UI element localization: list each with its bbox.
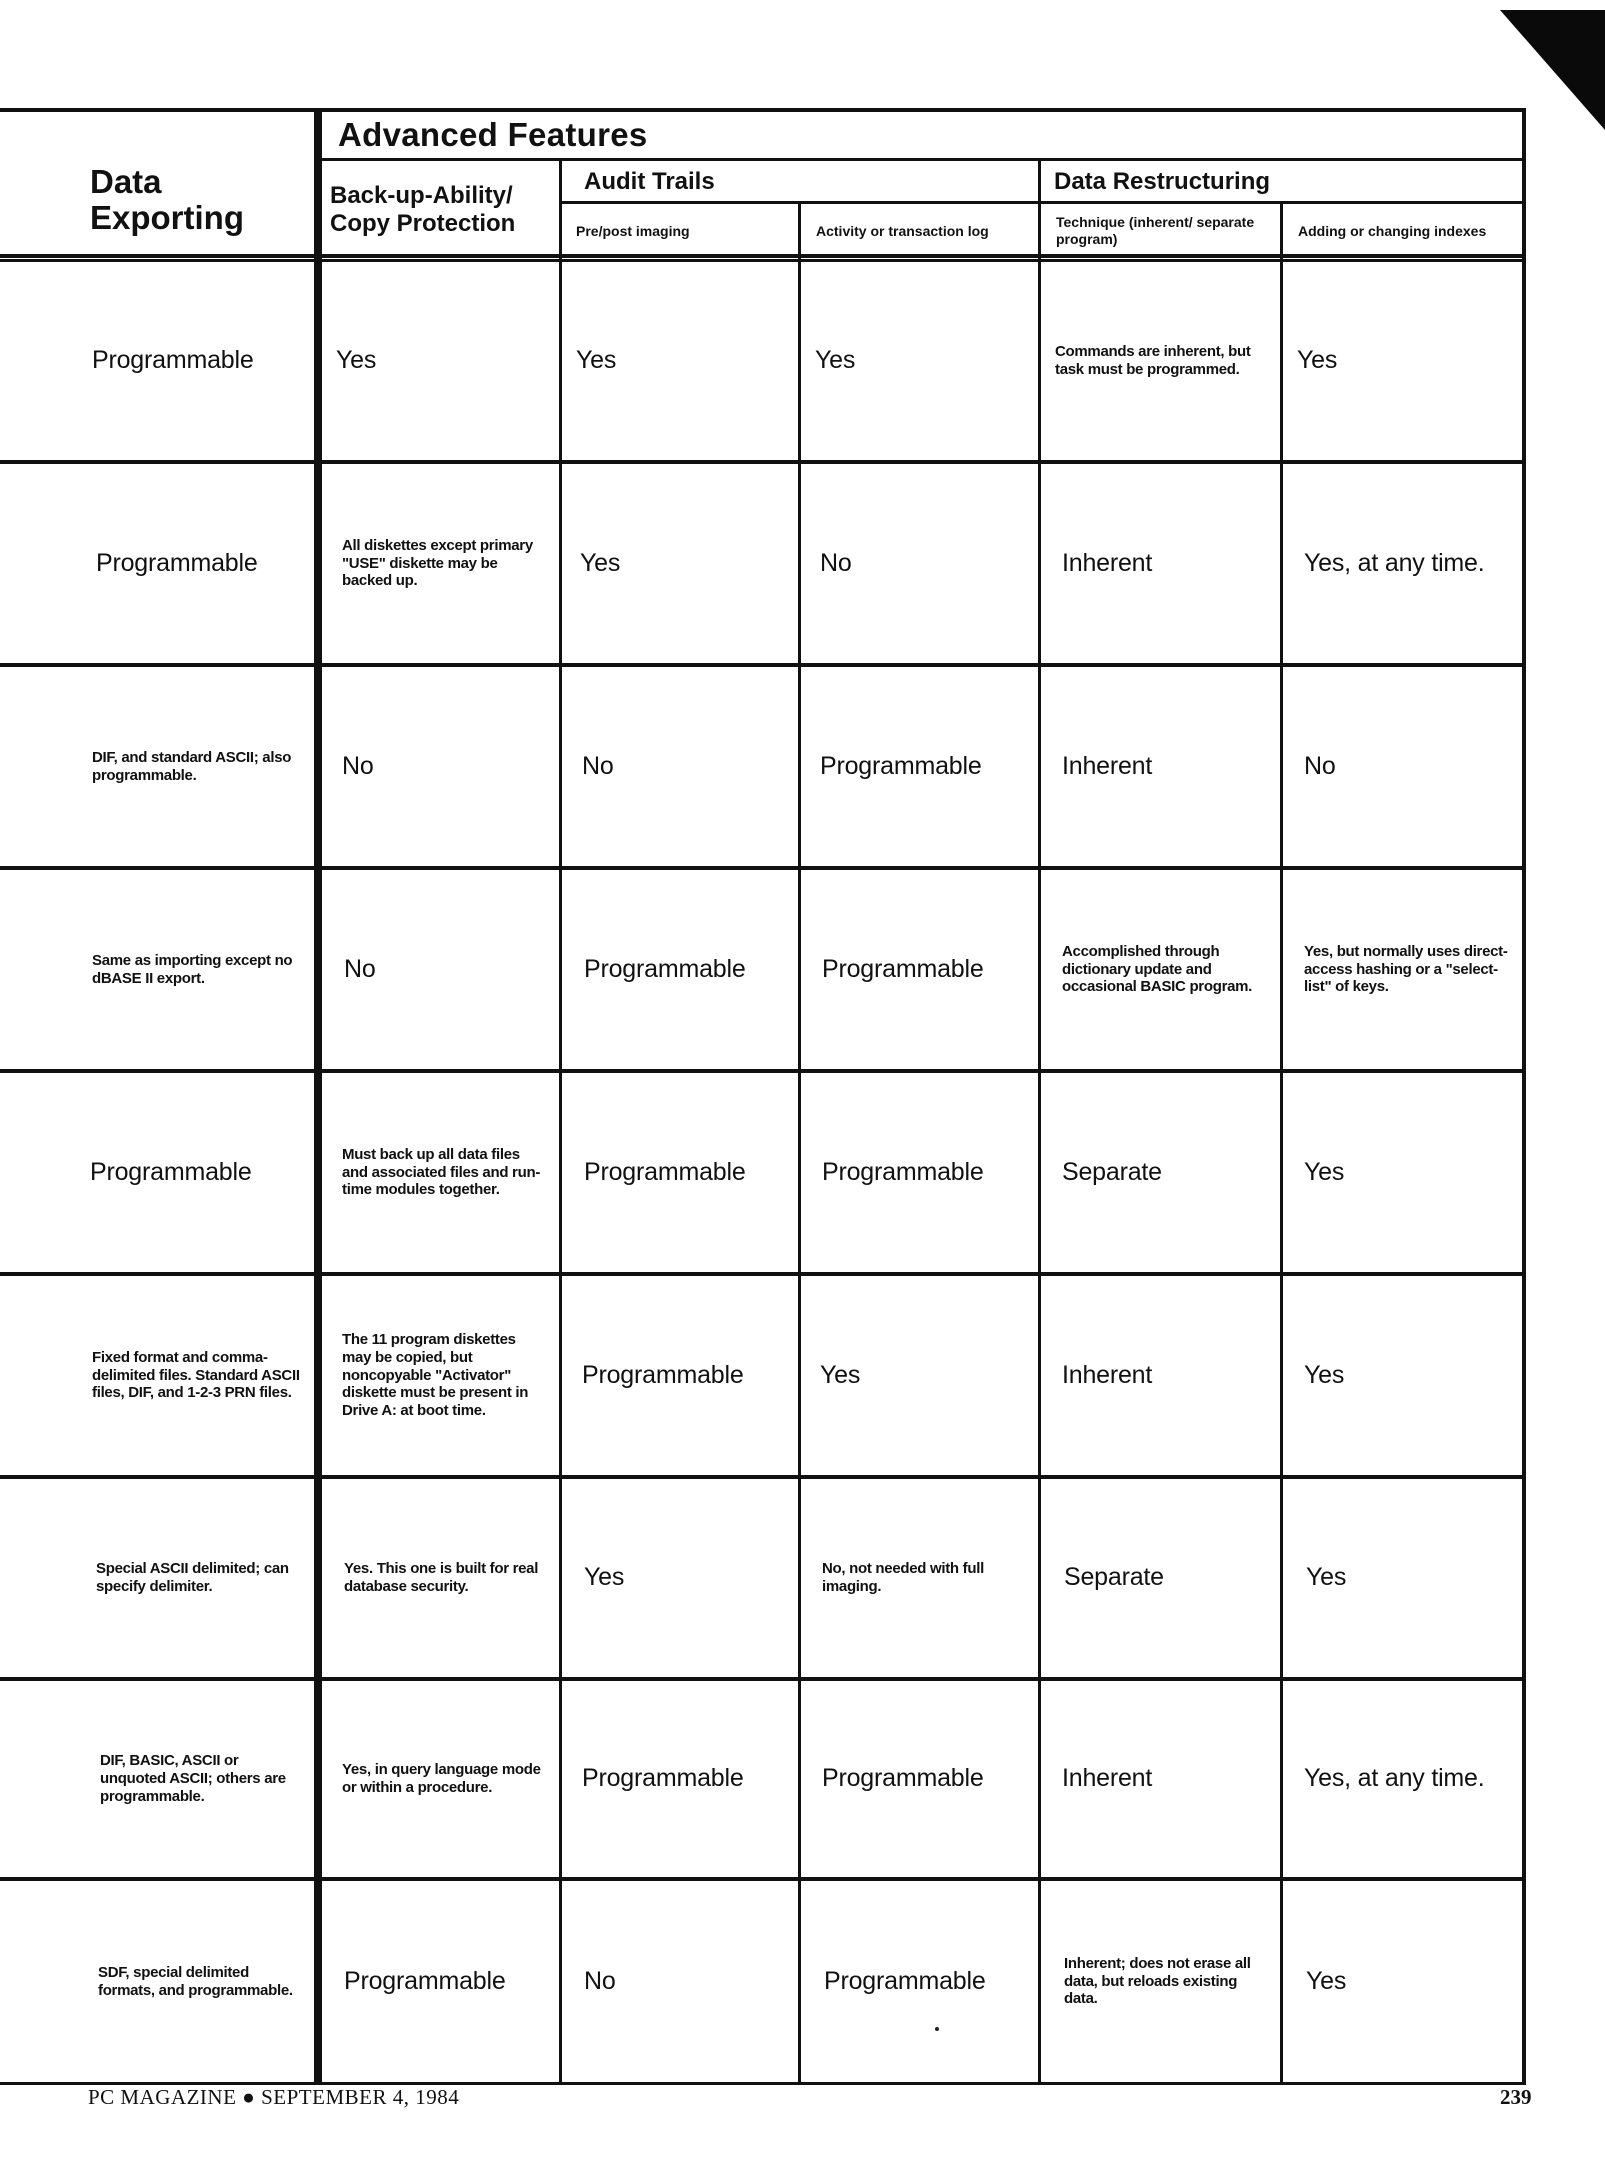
cell-indexes: Yes, but normally uses direct-access hashing or a "select-list" of keys. [1304, 942, 1508, 996]
cell-indexes: Yes [1304, 1157, 1345, 1186]
cell-log: Yes [820, 1360, 861, 1389]
cell-technique: Inherent [1062, 548, 1153, 577]
cell-indexes: Yes [1297, 346, 1338, 375]
header-backup: Back-up-Ability/ Copy Protection [330, 182, 516, 237]
cell-log: Programmable [820, 751, 982, 780]
grid-line [1280, 202, 1283, 2084]
cell-log: Programmable [824, 1966, 986, 1995]
cell-backup: All diskettes except primary "USE" diskette may be backed up. [342, 536, 533, 590]
cell-backup: Must back up all data files and associated files and run-time modules together. [342, 1145, 541, 1199]
header-pre-post-imaging: Pre/post imaging [576, 222, 690, 239]
cell-log: Programmable [822, 954, 984, 983]
cell-imaging: No [582, 751, 614, 780]
cell-backup: No [344, 954, 376, 983]
grid-line [1522, 108, 1526, 2084]
cell-technique: Inherent [1062, 1764, 1153, 1793]
cell-export: DIF, and standard ASCII; also programmable. [92, 748, 292, 784]
cell-backup: Yes, in query language mode or within a procedure. [342, 1761, 541, 1796]
cell-imaging: Programmable [582, 1360, 744, 1389]
cell-indexes: Yes, at any time. [1304, 1764, 1485, 1793]
cell-backup: The 11 program diskettes may be copied, but noncopyable "Activator" diskette must be present in Drive A: at boot time. [342, 1331, 529, 1420]
cell-imaging: No [584, 1966, 616, 1995]
cell-export: Programmable [96, 548, 258, 577]
cell-backup: Programmable [344, 1966, 506, 1995]
cell-technique: Inherent [1062, 1360, 1153, 1389]
cell-export: SDF, special delimited formats, and programmable. [98, 1963, 293, 1999]
footer-publication: PC MAGAZINE ● SEPTEMBER 4, 1984 [88, 2085, 460, 2109]
header-data-exporting: Data Exporting [90, 162, 244, 236]
cell-imaging: Programmable [584, 954, 746, 983]
cell-export: Programmable [92, 346, 254, 375]
grid-line [322, 158, 1526, 161]
header-activity-log: Activity or transaction log [816, 222, 989, 239]
cell-export: Same as importing except no dBASE II export. [92, 951, 293, 987]
cell-technique: Commands are inherent, but task must be programmed. [1055, 343, 1251, 378]
cell-export: Fixed format and comma-delimited files. Standard ASCII files, DIF, and 1-2-3 PRN files. [92, 1348, 300, 1402]
print-speck [935, 2027, 939, 2031]
cell-log: Yes [815, 346, 856, 375]
cell-technique: Separate [1064, 1563, 1164, 1592]
cell-indexes: Yes, at any time. [1304, 548, 1485, 577]
header-indexes: Adding or changing indexes [1298, 222, 1487, 239]
cell-indexes: Yes [1306, 1563, 1347, 1592]
cell-indexes: No [1304, 751, 1336, 780]
cell-backup: Yes [336, 346, 377, 375]
cell-backup: Yes. This one is built for real database security. [344, 1560, 539, 1595]
cell-log: No [820, 548, 852, 577]
cell-imaging: Programmable [582, 1764, 744, 1793]
cell-imaging: Yes [584, 1563, 625, 1592]
cell-log: Programmable [822, 1157, 984, 1186]
header-advanced-features: Advanced Features [338, 115, 648, 153]
cell-export: Programmable [90, 1157, 252, 1186]
page-number: 239 [1500, 2085, 1532, 2109]
header-audit-trails: Audit Trails [584, 168, 715, 196]
header-data-restructuring: Data Restructuring [1054, 168, 1271, 196]
cell-imaging: Programmable [584, 1157, 746, 1186]
cell-indexes: Yes [1306, 1966, 1347, 1995]
cell-technique: Inherent [1062, 751, 1153, 780]
grid-line [0, 254, 1526, 258]
grid-line [798, 202, 801, 2084]
cell-technique: Separate [1062, 1157, 1162, 1186]
cell-export: DIF, BASIC, ASCII or unquoted ASCII; others are programmable. [100, 1752, 286, 1805]
cell-log: Programmable [822, 1764, 984, 1793]
cell-backup: No [342, 751, 374, 780]
grid-line [314, 108, 322, 2084]
cell-indexes: Yes [1304, 1360, 1345, 1389]
cell-export: Special ASCII delimited; can specify delimiter. [96, 1560, 289, 1595]
cell-log: No, not needed with full imaging. [822, 1560, 984, 1595]
header-technique: Technique (inherent/ separate program) [1056, 214, 1255, 247]
grid-line [559, 201, 1526, 204]
cell-technique: Inherent; does not erase all data, but reloads existing data. [1064, 1954, 1251, 2008]
cell-imaging: Yes [576, 346, 617, 375]
cell-imaging: Yes [580, 548, 621, 577]
cell-technique: Accomplished through dictionary update and occasional BASIC program. [1062, 942, 1253, 996]
